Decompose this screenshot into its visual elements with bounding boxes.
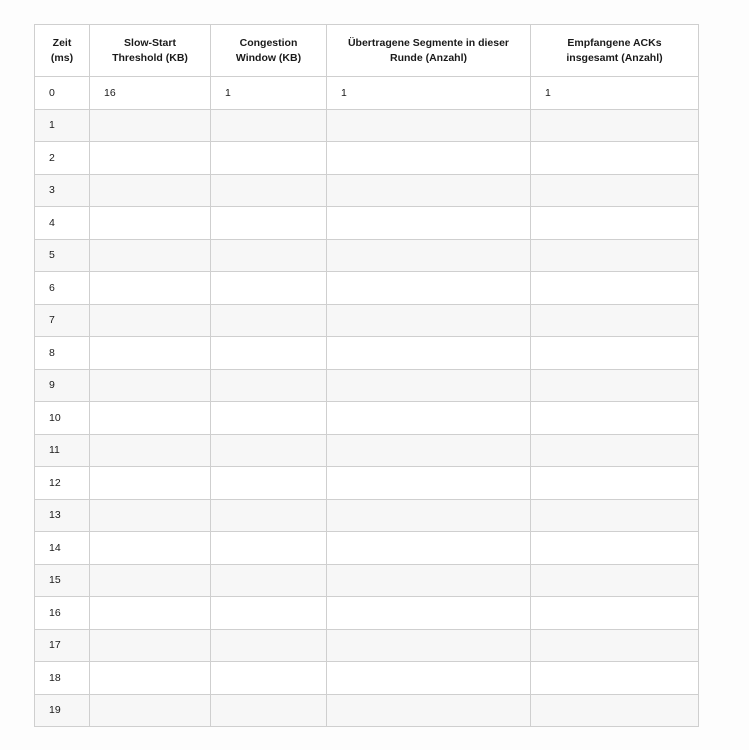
cwnd-cell[interactable] — [211, 337, 327, 370]
segments-cell[interactable] — [327, 662, 531, 695]
ssthresh-cell[interactable] — [90, 467, 211, 500]
header-acks-line-1: Empfangene ACKs — [567, 36, 662, 49]
cwnd-cell[interactable] — [211, 564, 327, 597]
header-time-line-1: Zeit — [52, 36, 72, 49]
table-row — [35, 499, 699, 532]
cwnd-cell[interactable] — [211, 142, 327, 175]
cwnd-cell[interactable] — [211, 597, 327, 630]
time-cell: 17 — [35, 629, 90, 662]
ssthresh-cell[interactable] — [90, 174, 211, 207]
segments-cell[interactable] — [327, 272, 531, 305]
ssthresh-cell[interactable] — [90, 337, 211, 370]
acks-cell[interactable] — [531, 304, 699, 337]
cwnd-cell[interactable] — [211, 629, 327, 662]
ssthresh-cell[interactable] — [90, 109, 211, 142]
table-row — [35, 174, 699, 207]
table-row — [35, 337, 699, 370]
ssthresh-cell[interactable] — [90, 207, 211, 240]
table-row — [35, 207, 699, 240]
acks-cell[interactable] — [531, 694, 699, 727]
acks-cell[interactable] — [531, 369, 699, 402]
table-row — [35, 694, 699, 727]
cwnd-cell[interactable] — [211, 239, 327, 272]
ssthresh-cell[interactable] — [90, 629, 211, 662]
acks-cell[interactable] — [531, 142, 699, 175]
table-row — [35, 564, 699, 597]
cwnd-cell[interactable] — [211, 694, 327, 727]
time-cell: 12 — [35, 467, 90, 500]
table-row — [35, 402, 699, 435]
time-cell: 4 — [35, 207, 90, 240]
header-cwnd-line-2: Window (KB) — [235, 51, 302, 64]
acks-cell[interactable] — [531, 532, 699, 565]
cwnd-cell[interactable] — [211, 532, 327, 565]
cwnd-cell[interactable]: 1 — [211, 77, 327, 110]
segments-cell[interactable] — [327, 402, 531, 435]
time-cell: 5 — [35, 239, 90, 272]
acks-cell[interactable] — [531, 272, 699, 305]
acks-cell[interactable] — [531, 174, 699, 207]
cwnd-cell[interactable] — [211, 434, 327, 467]
table-row — [35, 467, 699, 500]
header-acks-line-2: insgesamt (Anzahl) — [566, 51, 663, 64]
header-row — [35, 25, 699, 77]
segments-cell[interactable] — [327, 499, 531, 532]
ssthresh-cell[interactable] — [90, 662, 211, 695]
acks-cell[interactable] — [531, 337, 699, 370]
time-cell: 2 — [35, 142, 90, 175]
table-row — [35, 597, 699, 630]
segments-cell[interactable] — [327, 304, 531, 337]
acks-cell[interactable] — [531, 597, 699, 630]
tcp-congestion-table — [34, 24, 699, 727]
time-cell: 10 — [35, 402, 90, 435]
ssthresh-cell[interactable] — [90, 564, 211, 597]
cwnd-cell[interactable] — [211, 272, 327, 305]
header-segments-line-1: Übertragene Segmente in dieser — [347, 36, 510, 49]
segments-cell[interactable] — [327, 629, 531, 662]
header-segments-line-2: Runde (Anzahl) — [390, 51, 467, 64]
segments-cell[interactable] — [327, 174, 531, 207]
cwnd-cell[interactable] — [211, 467, 327, 500]
time-cell: 18 — [35, 662, 90, 695]
ssthresh-cell[interactable] — [90, 369, 211, 402]
ssthresh-cell[interactable]: 16 — [90, 77, 211, 110]
segments-cell[interactable] — [327, 467, 531, 500]
segments-cell[interactable] — [327, 207, 531, 240]
table-row — [35, 434, 699, 467]
ssthresh-cell[interactable] — [90, 597, 211, 630]
header-ssthresh-line-1: Slow-Start — [124, 36, 176, 49]
time-cell: 6 — [35, 272, 90, 305]
ssthresh-cell[interactable] — [90, 694, 211, 727]
cwnd-cell[interactable] — [211, 662, 327, 695]
time-cell: 15 — [35, 564, 90, 597]
acks-cell[interactable] — [531, 207, 699, 240]
ssthresh-cell[interactable] — [90, 272, 211, 305]
table-row — [35, 239, 699, 272]
acks-cell[interactable] — [531, 564, 699, 597]
table-row — [35, 629, 699, 662]
table-row — [35, 142, 699, 175]
cwnd-cell[interactable] — [211, 109, 327, 142]
ssthresh-cell[interactable] — [90, 499, 211, 532]
cwnd-cell[interactable] — [211, 174, 327, 207]
header-received-acks — [531, 25, 699, 77]
table-row — [35, 109, 699, 142]
table-row — [35, 532, 699, 565]
header-time-line-2: (ms) — [50, 51, 74, 64]
segments-cell[interactable] — [327, 532, 531, 565]
acks-cell[interactable] — [531, 629, 699, 662]
header-transmitted-segments — [327, 25, 531, 77]
header-congestion-window — [211, 25, 327, 77]
acks-cell[interactable] — [531, 109, 699, 142]
table-row — [35, 272, 699, 305]
acks-cell[interactable] — [531, 662, 699, 695]
header-ssthresh-line-2: Threshold (KB) — [112, 51, 188, 64]
ssthresh-cell[interactable] — [90, 434, 211, 467]
table-body — [35, 77, 699, 727]
time-cell: 14 — [35, 532, 90, 565]
segments-cell[interactable] — [327, 369, 531, 402]
ssthresh-cell[interactable] — [90, 142, 211, 175]
time-cell: 3 — [35, 174, 90, 207]
time-cell: 7 — [35, 304, 90, 337]
header-slow-start-threshold — [90, 25, 211, 77]
time-cell: 16 — [35, 597, 90, 630]
cwnd-cell[interactable] — [211, 402, 327, 435]
table-row — [35, 369, 699, 402]
cwnd-cell[interactable] — [211, 207, 327, 240]
time-cell: 0 — [35, 77, 90, 110]
table-header — [35, 25, 699, 77]
segments-cell[interactable] — [327, 337, 531, 370]
segments-cell[interactable] — [327, 142, 531, 175]
cwnd-cell[interactable] — [211, 369, 327, 402]
ssthresh-cell[interactable] — [90, 402, 211, 435]
cwnd-cell[interactable] — [211, 499, 327, 532]
cwnd-cell[interactable] — [211, 304, 327, 337]
segments-cell[interactable]: 1 — [327, 77, 531, 110]
header-time — [35, 25, 90, 77]
segments-cell[interactable] — [327, 564, 531, 597]
tcp-congestion-table-sheet — [34, 24, 698, 727]
table-row — [35, 662, 699, 695]
table-row — [35, 304, 699, 337]
segments-cell[interactable] — [327, 597, 531, 630]
acks-cell[interactable] — [531, 239, 699, 272]
segments-cell[interactable] — [327, 109, 531, 142]
acks-cell[interactable] — [531, 402, 699, 435]
segments-cell[interactable] — [327, 694, 531, 727]
ssthresh-cell[interactable] — [90, 239, 211, 272]
time-cell: 9 — [35, 369, 90, 402]
table-row — [35, 77, 699, 110]
header-cwnd-line-1: Congestion — [239, 36, 298, 49]
time-cell: 8 — [35, 337, 90, 370]
time-cell: 19 — [35, 694, 90, 727]
acks-cell[interactable] — [531, 467, 699, 500]
acks-cell[interactable] — [531, 434, 699, 467]
ssthresh-cell[interactable] — [90, 304, 211, 337]
acks-cell[interactable] — [531, 499, 699, 532]
time-cell: 1 — [35, 109, 90, 142]
segments-cell[interactable] — [327, 434, 531, 467]
time-cell: 13 — [35, 499, 90, 532]
segments-cell[interactable] — [327, 239, 531, 272]
time-cell: 11 — [35, 434, 90, 467]
ssthresh-cell[interactable] — [90, 532, 211, 565]
acks-cell[interactable]: 1 — [531, 77, 699, 110]
